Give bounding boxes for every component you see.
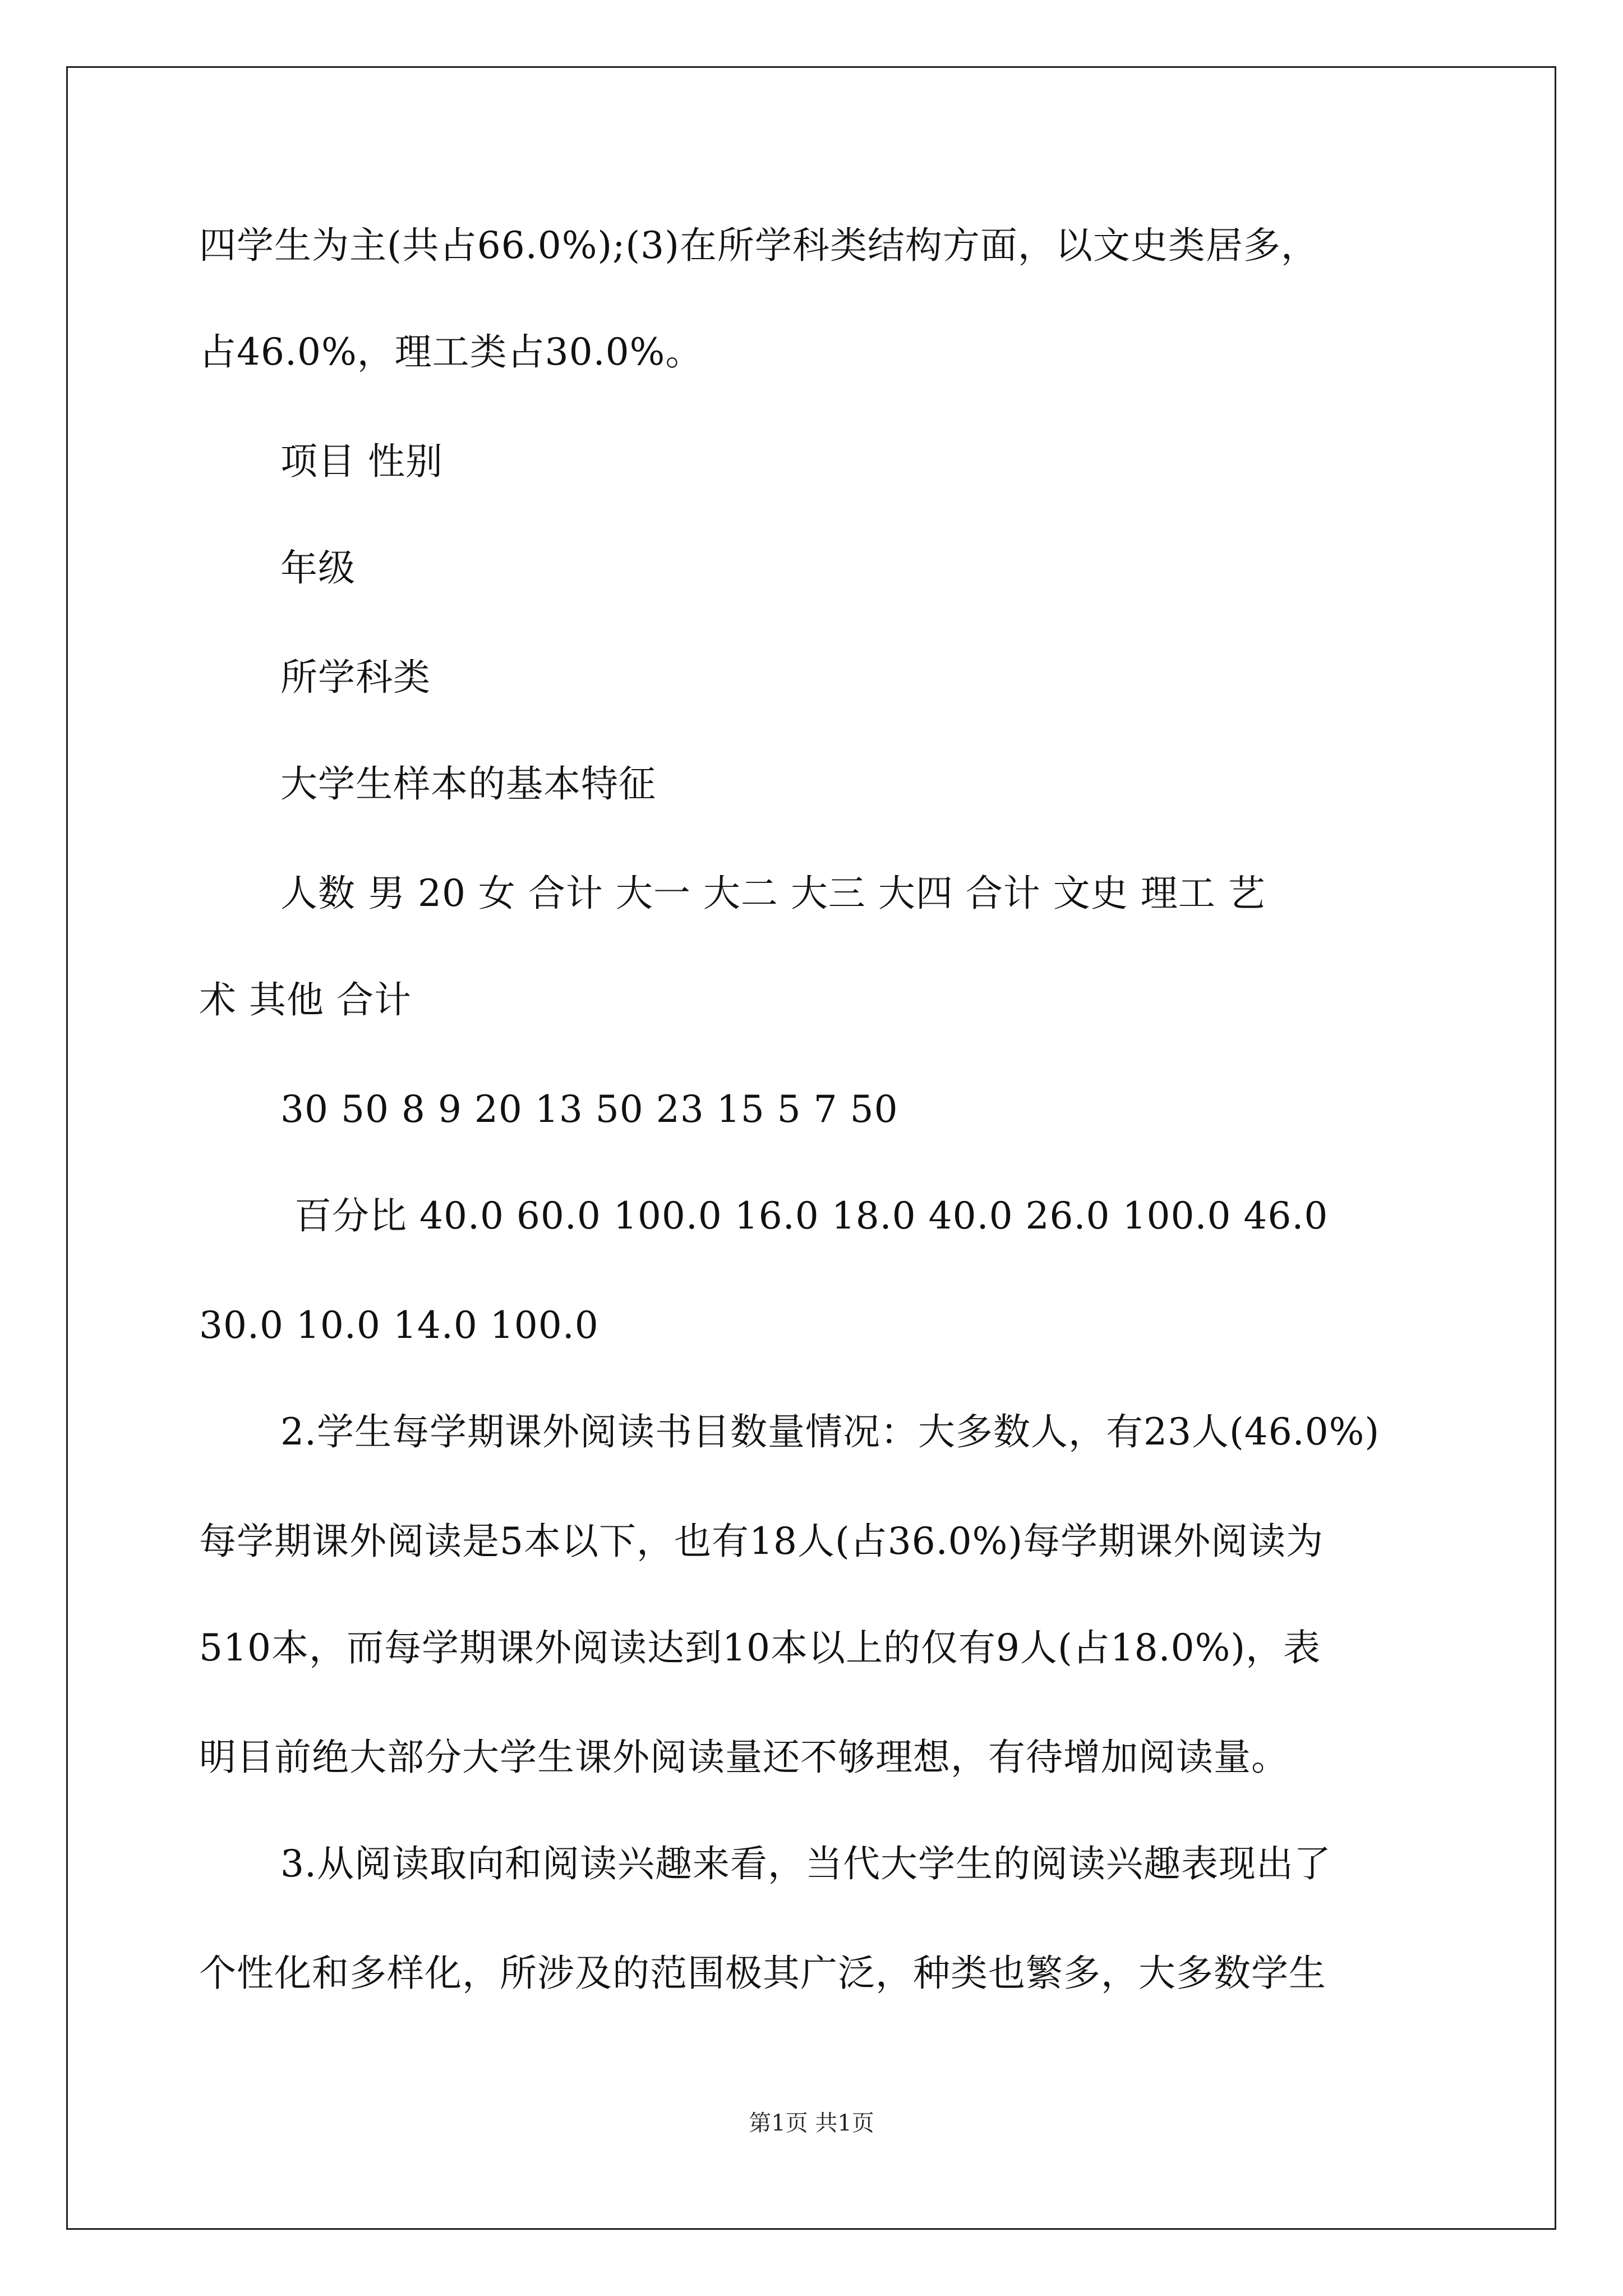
table-label-project-gender: 项目 性别 xyxy=(280,440,443,483)
body-line-para3-1: 3.从阅读取向和阅读兴趣来看，当代大学生的阅读兴趣表现出了 xyxy=(280,1842,1331,1885)
table-percent-row: 百分比 40.0 60.0 100.0 16.0 18.0 40.0 26.0 100.0 46.0 xyxy=(294,1194,1329,1237)
body-line-para2-4: 明目前绝大部分大学生课外阅读量还不够理想，有待增加阅读量。 xyxy=(199,1736,1289,1779)
body-line-2: 占46.0%，理工类占30.0%。 xyxy=(199,330,703,374)
body-line-1: 四学生为主(共占66.0%);(3)在所学科类结构方面，以文史类居多， xyxy=(199,224,1318,267)
page-border xyxy=(66,66,1556,2230)
table-header-row-cont: 术 其他 合计 xyxy=(199,978,412,1022)
table-label-grade: 年级 xyxy=(280,546,356,590)
body-line-para3-2: 个性化和多样化，所涉及的范围极其广泛，种类也繁多，大多数学生 xyxy=(199,1952,1326,1995)
body-line-para2-3: 510本，而每学期课外阅读达到10本以上的仅有9人(占18.0%)，表 xyxy=(199,1626,1321,1669)
page-footer: 第1页 共1页 xyxy=(749,2110,874,2136)
table-header-row: 人数 男 20 女 合计 大一 大二 大三 大四 合计 文史 理工 艺 xyxy=(280,872,1266,915)
body-line-para2-1: 2.学生每学期课外阅读书目数量情况：大多数人，有23人(46.0%) xyxy=(280,1410,1380,1453)
body-line-para2-2: 每学期课外阅读是5本以下，也有18人(占36.0%)每学期课外阅读为 xyxy=(199,1520,1324,1563)
table-label-subject: 所学科类 xyxy=(280,656,431,699)
table-count-row: 30 50 8 9 20 13 50 23 15 5 7 50 xyxy=(280,1088,898,1131)
table-title: 大学生样本的基本特征 xyxy=(280,762,656,806)
table-percent-row-cont: 30.0 10.0 14.0 100.0 xyxy=(199,1304,599,1347)
